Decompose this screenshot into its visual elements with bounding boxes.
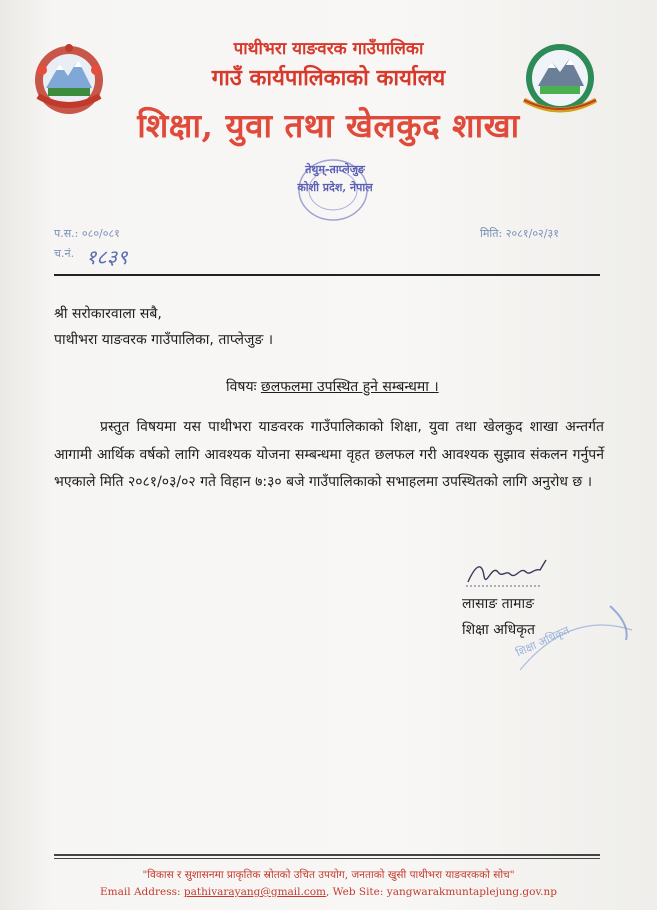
branch-name: शिक्षा, युवा तथा खेलकुद शाखा [137,106,520,145]
header-divider [54,274,600,276]
officer-stamp [500,600,640,680]
officer-stamp-text: शिक्षा अधिकृत [513,623,572,660]
email-label: Email Address: [100,886,181,898]
footer-divider-thick [54,854,600,856]
subject-line [226,377,439,396]
municipality-name: पाथीभरा याङवरक गाउँपालिका [233,39,424,59]
dispatch-number-handwritten: १८३९ [86,245,128,269]
recipient-line2: पाथीभरा याङवरक गाउँपालिका, ताप्लेजुङ । [54,332,274,348]
subject-label: विषयः [226,379,257,395]
stamp-line1: तेथुम्-ताप्लेजुङ [305,163,365,176]
footer-slogan: "विकास र सुशासनमा प्राकृतिक स्रोतको उचित उपयोग, जनताको खुसी पाथीभरा याङवरकको सोच" [142,869,515,881]
email-link[interactable]: pathivarayang@gmail.com [183,886,326,898]
subject-text: छलफलमा उपस्थित हुने सम्बन्धमा । [260,379,439,395]
recipient-line1: श्री सरोकारवाला सबै, [54,306,162,322]
dispatch-label: च.नं. [54,247,75,260]
website-label: , Web Site: [326,886,384,898]
signatory-name: लासाङ तामाङ [462,596,535,612]
website-link[interactable]: yangwarakmuntaplejung.gov.np [386,886,557,898]
stamp-line2: कोशी प्रदेश, नेपाल [297,181,373,194]
footer-divider-thin [54,858,600,859]
reference-number: प.स.: ०८०/०८१ [54,227,120,240]
footer-contact [0,886,657,898]
signature-icon [462,554,554,590]
office-name: गाउँ कार्यपालिकाको कार्यालय [211,65,446,91]
signatory-title: शिक्षा अधिकृत [462,622,535,638]
letter-date: मिति: २०८१/०२/३१ [480,227,559,240]
officer-stamp-ring-icon [500,600,640,680]
letter-body: प्रस्तुत विषयमा यस पाथीभरा याङवरक गाउँपालिकाको शिक्षा, युवा तथा खेलकुद शाखा अन्तर्गत आगामी आर्थिक वर्षको लागि आवश्यक योजना सम्बन्धमा वृहत छलफल गरी आवश्यक सुझाव संकलन गर्नुपर्ने भएकाले मिति २०८१/०३/०२ गते विहान ७:३० बजे गाउँपालिकाको सभाहलमा उपस्थितको लागि अनुरोध छ । [54,419,604,490]
office-stamp [268,150,398,228]
